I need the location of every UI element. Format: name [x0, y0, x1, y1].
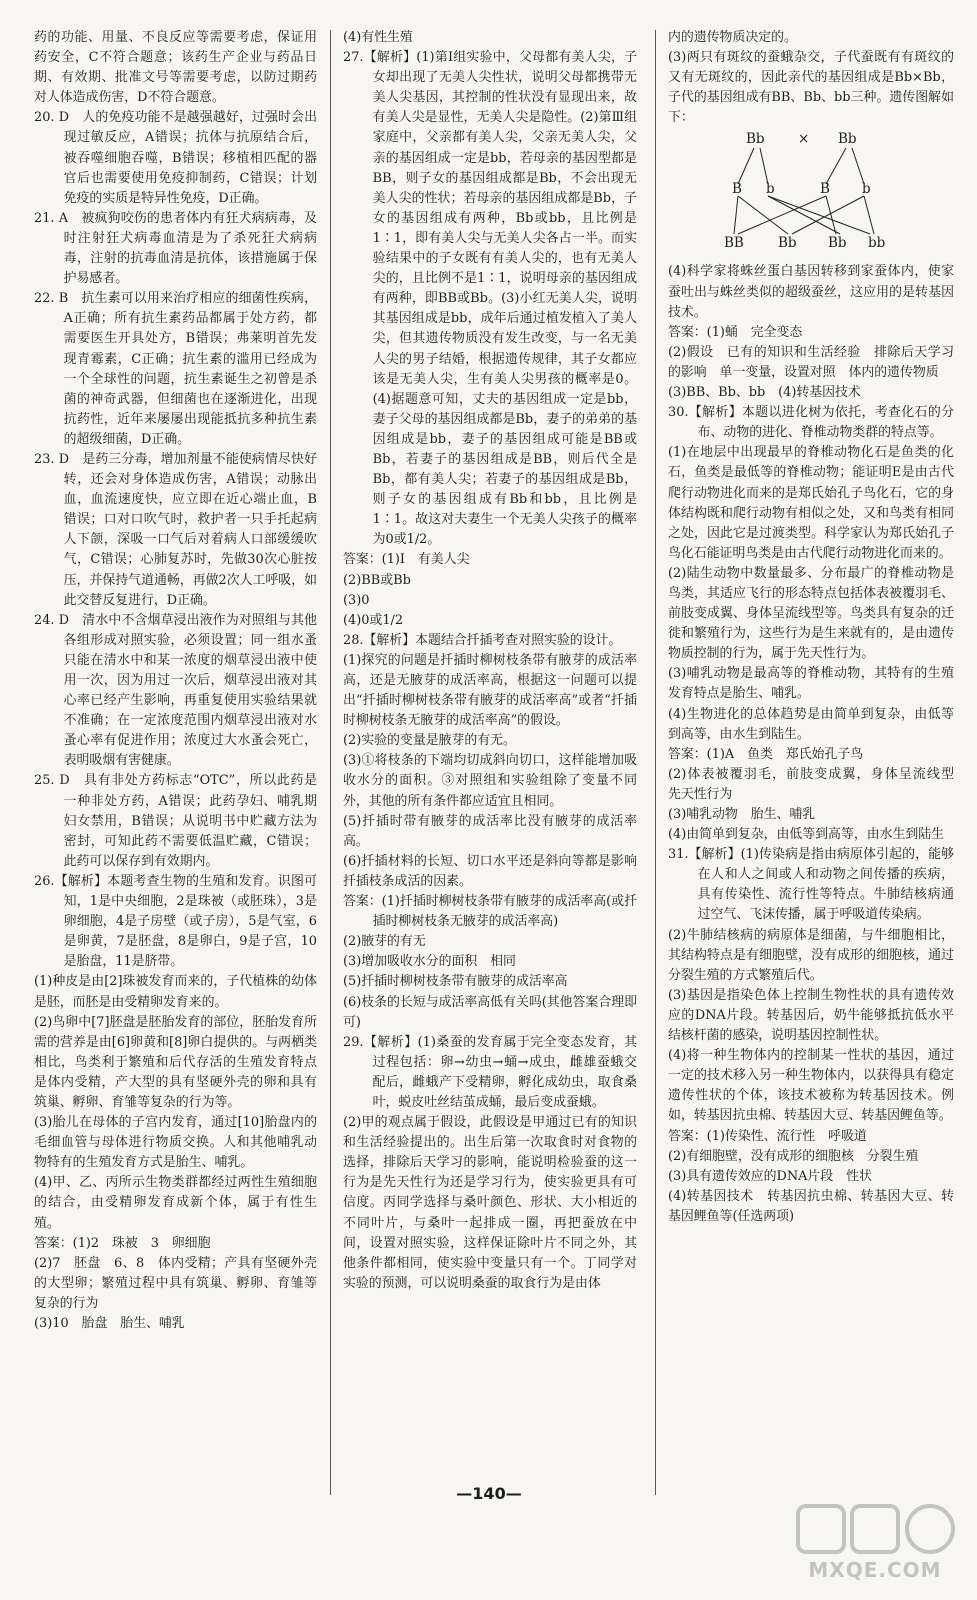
- paragraph: (3)胎儿在母体的子宫内发育，通过[10]胎盘内的毛细血管与母体进行物质交换。人和其他哺乳动物特有的生殖发育方式是胎生、哺乳。: [34, 1115, 317, 1171]
- paragraph: (1)在地层中出现最早的脊椎动物化石是鱼类的化石，鱼类是最低等的脊椎动物；能证明E是由古代爬行动物进化而来的是郑氏始孔子鸟化石，它的身体结构既和爬行动物有相似之处，又和鸟类有相同之处，因此它是过渡类型。科学家认为郑氏始孔子鸟化石能证明鸟类是由古代爬行动物进化而来的。: [668, 445, 954, 561]
- paragraph: 药的功能、用量、不良反应等需要考虑，保证用药安全，C不符合题意；该药生产企业与药品日期、有效期、批准文号等需要考虑，以防过期药对人体造成伤害，D不符合题意。: [34, 30, 317, 106]
- paragraph: (4)甲、乙、丙所示生物类群都经过两性生殖细胞的结合，由受精卵发育成新个体，属于有性生殖。: [34, 1175, 317, 1231]
- paragraph: (4)由简单到复杂，由低等到高等，由水生到陆生: [668, 827, 945, 843]
- paragraph: (1)探究的问题是扦插时柳树枝条带有腋芽的成活率高，还是无腋芽的成活率高，根据这一问题可以提出“扦插时柳树枝条带有腋芽的成活率高”或者“扦插时柳树枝条无腋芽的成活率高”的假设。: [343, 652, 637, 729]
- paragraph: (2)牛肺结核病的病原体是细菌，与牛细胞相比，其结构特点是有细胞壁，没有成形的细胞核，通过分裂生殖的方式繁殖后代。: [668, 927, 954, 983]
- paragraph: (2)假设 已有的知识和生活经验 排除后天学习的影响 单一变量，设置对照 体内的遗传物质: [668, 344, 954, 380]
- paragraph: (2)实验的变量是腋芽的有无。: [343, 733, 516, 749]
- paragraph: 26.【解析】本题考查生物的生殖和发育。识图可知，1是中央细胞，2是珠被（或胚珠），3是卵细胞，4是子房壁（或子房），5是气室，6是卵黄，7是胚盘，8是卵白，9是子宫，10是胎盘，11是脐带。: [34, 873, 317, 970]
- page-number: —140—: [456, 1484, 522, 1503]
- answer-line: 答案：(1)传染性、流行性 呼吸道: [668, 1128, 867, 1144]
- paragraph: (3)BB、Bb、bb (4)转基因技术: [668, 385, 861, 401]
- watermark-text: MXQE.COM: [808, 1558, 942, 1582]
- gamete: b: [766, 181, 775, 198]
- column-divider: [330, 30, 331, 1495]
- paragraph: (5)扦插时带有腋芽的成活率比没有腋芽的成活率高。: [343, 813, 637, 849]
- paragraph: (2)体表被覆羽毛，前肢变成翼，身体呈流线型 先天性行为: [668, 766, 967, 802]
- column-right: [668, 28, 967, 1227]
- paragraph: (3)哺乳动物 胎生、哺乳: [668, 807, 816, 822]
- paragraph: 20. D 人的免疫功能不是越强越好，过强时会出现过敏反应，A错误；抗体与抗原结合后，被吞噬细胞吞噬，B错误；移植相匹配的器官后也需要使用免疫抑制药，C错误；计划免疫的实质是特异性免疫，D正确。: [34, 110, 317, 206]
- paragraph: (3)增加吸收水分的面积 相同: [343, 954, 516, 970]
- column-left: [34, 28, 317, 1334]
- cross-symbol: ×: [798, 131, 810, 148]
- gamete: b: [862, 181, 871, 198]
- answer-line: 答案：(1)扦插时柳树枝条带有腋芽的成活率高(或扦插时柳树枝条无腋芽的成活率高): [343, 894, 637, 930]
- paragraph: (3)10 胎盘 胎生、哺乳: [34, 1316, 185, 1331]
- watermark-seal-icon: [790, 1500, 960, 1560]
- paragraph: (3)基因是指染色体上控制生物性状的具有遗传效应的DNA片段。转基因后，奶牛能够抵抗低水平结核杆菌的感染，说明基因控制性状。: [668, 987, 954, 1044]
- cross-lines: [668, 130, 954, 258]
- parent-genotype: Bb: [838, 131, 857, 148]
- parent-genotype: Bb: [746, 131, 765, 148]
- column-divider: [655, 30, 656, 1495]
- paragraph: 29.【解析】(1)桑蚕的发育属于完全变态发育，其过程包括：卵→幼虫→蛹→成虫，雌雄蚕蛾交配后，雌蛾产下受精卵，孵化成幼虫，取食桑叶，蜕皮吐丝结茧成蛹，最后变成蚕蛾。: [343, 1034, 637, 1110]
- paragraph: (5)扦插时柳树枝条带有腋芽的成活率高: [343, 974, 568, 990]
- answer-line: 答案：(1)A 鱼类 郑氏始孔子鸟: [668, 746, 864, 762]
- paragraph: (2)鸟卵中[7]胚盘是胚胎发育的部位，胚胎发育所需的营养是由[6]卵黄和[8]卵白提供的。与两栖类相比，鸟类利于繁殖和后代存活的生殖发育特点是体内受精，产大型的具有坚硬外壳的卵和具有筑巢、孵卵、育雏等复杂的行为等。: [34, 1014, 317, 1110]
- paragraph: (4)有性生殖: [343, 30, 413, 45]
- column-middle: [343, 28, 637, 1294]
- paragraph: (4)科学家将蛛丝蛋白基因转移到家蚕体内，使家蚕吐出与蛛丝类似的超级蚕丝，这应用的是转基因技术。: [668, 264, 954, 320]
- paragraph: 内的遗传物质决定的。: [668, 30, 797, 45]
- answer-line: 答案：(1)蛹 完全变态: [668, 324, 803, 340]
- paragraph: (2)腋芽的有无: [343, 934, 426, 950]
- paragraph: (2)BB或Bb: [343, 572, 411, 588]
- paragraph: (4)0或1/2: [343, 612, 404, 628]
- gamete: B: [820, 181, 830, 198]
- paragraph: 23. D 是药三分毒，增加剂量不能使病情尽快好转，还会对身体造成伤害，A错误；动脉出血，血流速度快，应立即在近心端止血，B错误；口对口吹气时，救护者一只手托起病人下颌，深吸一口气后对着病人口部缓缓吹气，C错误；心肺复苏时，先做30次心脏按压，并保持气道通畅，再做2次人工呼吸，如此交替反复进行，D正确。: [34, 451, 317, 608]
- offspring-genotype: Bb: [778, 235, 797, 252]
- paragraph: 31.【解析】(1)传染病是指由病原体引起的，能够在人和人之间或人和动物之间传播的疾病，具有传染性、流行性等特点。牛肺结核病通过空气、飞沫传播，属于呼吸道传染病。: [668, 847, 954, 923]
- paragraph: (2)甲的观点属于假设，此假设是甲通过已有的知识和生活经验提出的。出生后第一次取食时对食物的选择，排除后天学习的影响，能说明检验蚕的这一行为是先天性行为还是学习行为，使实验更具有可信度。丙同学选择与桑叶颜色、形状、大小相近的不同叶片，与桑叶一起排成一圈，再把蚕放在中间，设置对照实验，这样保证除叶片不同之外，其他条件都相同，使实验中变量只有一个。丁同学对实验的预测，可以说明桑蚕的取食行为是由体: [343, 1115, 637, 1291]
- gamete: B: [732, 181, 742, 198]
- paragraph: (3)具有遗传效应的DNA片段 性状: [668, 1168, 872, 1184]
- paragraph: (4)转基因技术 转基因抗虫棉、转基因大豆、转基因鲤鱼等(任选两项): [668, 1188, 954, 1224]
- paragraph: 21. A 被疯狗咬伤的患者体内有狂犬病病毒，及时注射狂犬病毒血清是为了杀死狂犬病病毒，注射的抗毒血清是抗体，该措施属于保护易感者。: [34, 210, 317, 287]
- paragraph: (6)枝条的长短与成活率高低有关吗(其他答案合理即可): [343, 994, 637, 1030]
- paragraph: (3)①将枝条的下端均切成斜向切口，这样能增加吸收水分的面积。③对照组和实验组除了变量不同外，其他的所有条件都应适宜且相同。: [343, 753, 637, 809]
- column-right-top: [668, 28, 954, 128]
- paragraph: 24. D 清水中不含烟草浸出液作为对照组与其他各组形成对照实验，必须设置；同一组水蚤只能在清水中和某一浓度的烟草浸出液中使用一次，因为用过一次后，烟草浸出液对其心率已经产生影响，再重复使用实验结果就不准确；在一定浓度范围内烟草浸出液对水蚤心率有促进作用；浓度过大水蚤会死亡，表明吸烟有害健康。: [34, 612, 317, 769]
- answer-line: 答案：(1)2 珠被 3 卵细胞: [34, 1235, 211, 1251]
- offspring-genotype: Bb: [828, 235, 847, 252]
- answer-line: 答案：(1)Ⅰ 有美人尖: [343, 552, 470, 568]
- paragraph: 22. B 抗生素可以用来治疗相应的细菌性疾病，A正确；所有抗生素药品都属于处方药，都需要医生开具处方，B错误；弗莱明首先发现青霉素，C正确；抗生素的滥用已经成为一个全球性的问题，抗生素诞生之初曾是杀菌的神奇武器，但细菌也在逐渐进化，出现抗药性，近年来屡屡出现能抵抗多种抗生素的超级细菌，D正确。: [34, 291, 317, 447]
- paragraph: (4)生物进化的总体趋势是由简单到复杂，由低等到高等，由水生到陆生。: [668, 706, 954, 742]
- paragraph: (1)种皮是由[2]珠被发育而来的，子代植株的幼体是胚，而胚是由受精卵发育来的。: [34, 974, 317, 1010]
- genetic-cross-diagram: [668, 130, 954, 258]
- paragraph: 25. D 具有非处方药标志“OTC”，所以此药是一种非处方药，A错误；此药孕妇、哺乳期妇女禁用，B错误；从说明书中贮藏方法为密封，可知此药不需要低温贮藏，C错误；此药可以保存到有效期内。: [34, 773, 317, 869]
- paragraph: (2)陆生动物中数量最多、分布最广的脊椎动物是鸟类，其适应飞行的形态特点包括体表被覆羽毛、前肢变成翼、身体呈流线型等。鸟类具有复杂的迁徙和繁殖行为，这些行为是生来就有的，是由遗传物质控制的行为，属于先天性行为。: [668, 565, 954, 662]
- paragraph: (6)扦插材料的长短、切口水平还是斜向等都是影响扦插枝条成活的因素。: [343, 853, 637, 889]
- offspring-genotype: BB: [724, 235, 744, 252]
- paragraph: (3)两只有斑纹的蚕蛾杂交，子代蚕既有有斑纹的又有无斑纹的，因此亲代的基因组成是Bb×Bb，子代的基因组成有BB、Bb、bb三种。遗传图解如下：: [668, 50, 954, 126]
- paragraph: (3)0: [343, 592, 370, 608]
- offspring-genotype: bb: [868, 235, 886, 252]
- paragraph: (2)7 胚盘 6、8 体内受精；产具有坚硬外壳的大型卵；繁殖过程中具有筑巢、孵卵、育雏等复杂的行为: [34, 1255, 317, 1311]
- paragraph: (3)哺乳动物是最高等的脊椎动物，其特有的生殖发育特点是胎生、哺乳。: [668, 666, 954, 702]
- paragraph: (4)将一种生物体内的控制某一性状的基因，通过一定的技术移入另一种生物体内，以获得具有稳定遗传性状的个体，该技术被称为转基因技术。例如，转基因抗虫棉、转基因大豆、转基因鲤鱼等。: [668, 1048, 954, 1124]
- paragraph: (2)有细胞壁，没有成形的细胞核 分裂生殖: [668, 1148, 919, 1164]
- watermark-logo: [790, 1500, 960, 1590]
- paragraph: 28.【解析】本题结合扦插考查对照实验的设计。: [343, 632, 622, 648]
- column-right-bottom: [668, 262, 967, 1227]
- paragraph: 27.【解析】(1)第Ⅰ组实验中，父母都有美人尖，子女却出现了无美人尖性状，说明父母都携带无美人尖基因，其控制的性状没有显现出来，故有美人尖是显性，无美人尖是隐性。(2)第Ⅲ组家庭中，父亲都有美人尖，父亲无美人尖，父亲的基因组成一定是bb，若母亲的基因型都是BB，则子女的基因组成都是Bb，不会出现无美人尖的性状；若母亲的基因组成都是Bb，子女的基因组成有两种，Bb或bb，且比例是1∶1，即有美人尖与无美人尖各占一半。而实验结果中的子女既有有美人尖的，也有无美人尖的，且比例不是1∶1，说明母亲的基因组成有两种，即BB或Bb。(3)小红无美人尖，说明其基因组成是bb，成年后通过植发植入了美人尖，但其遗传物质没有发生改变，与一名无美人尖的男子结婚，根据遗传规律，其子女都应该是无美人尖，生有美人尖男孩的概率是0。(4)据题意可知，丈夫的基因组成一定是bb，妻子父母的基因组成都是Bb，妻子的弟弟的基因组成是bb，妻子的基因组成可能是BB或Bb，若妻子的基因组成是BB，则后代全是Bb，都有美人尖；若妻子的基因组成是Bb，则子女的基因组成有Bb和bb，且比例是1∶1。故这对夫妻生一个无美人尖孩子的概率为0或1/2。: [343, 50, 637, 548]
- paragraph: 30.【解析】本题以进化树为依托，考查化石的分布、动物的进化、脊椎动物类群的特点等。: [668, 405, 954, 441]
